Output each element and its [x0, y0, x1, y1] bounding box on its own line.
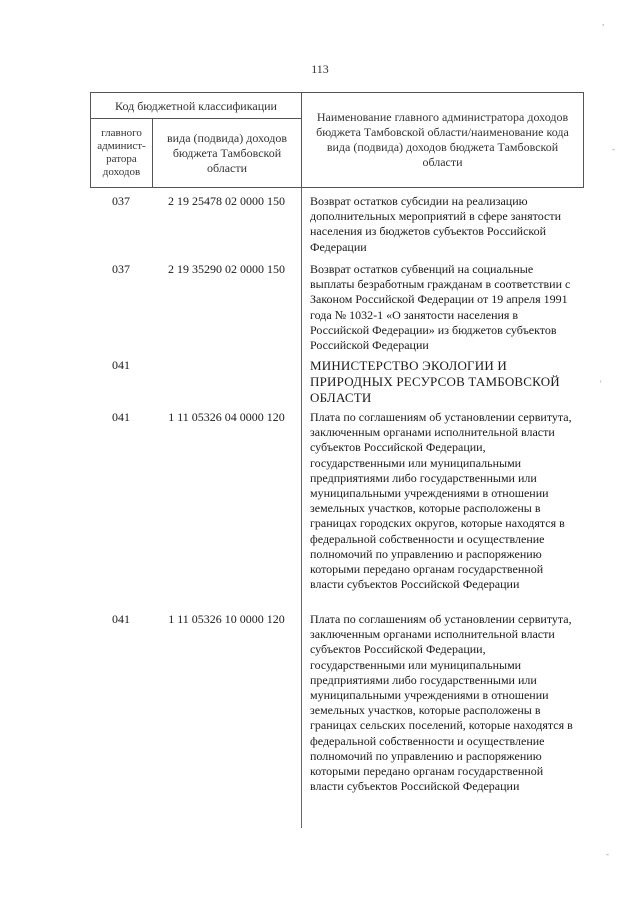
row-admin-code: 037: [112, 262, 130, 276]
scan-artifact: ,: [602, 17, 605, 27]
column-divider: [301, 188, 302, 828]
row-admin-code: 037: [112, 194, 130, 208]
page-number: 113: [311, 62, 329, 76]
row-revenue-code: 2 19 25478 02 0000 150: [168, 194, 285, 208]
header-budget-classification: Код бюджетной классификации: [91, 93, 302, 119]
scan-artifact: ': [600, 379, 602, 389]
row-admin-code: 041: [112, 612, 130, 626]
ministry-title: МИНИСТЕРСТВО ЭКОЛОГИИ И ПРИРОДНЫХ РЕСУРСОВ ТАМБОВСКОЙ ОБЛАСТИ: [310, 358, 560, 405]
row-name: Плата по соглашениям об установлении сервитута, заключенным органами исполнительной власти субъектов Российской Федерации, государственными или муниципальными предприятиями либо государственными или муниципальными учреждениями в отношении земельных участков, которые расположены в границах городских округов, которые находятся в федеральной собственности и осуществление полномочий по управлению и распоряжению которыми передано органам государственной власти субъектов Российской Федерации: [310, 410, 572, 592]
header-revenue-kind: вида (подвида) доходов бюджета Тамбовской области: [153, 119, 302, 187]
row-name: Плата по соглашениям об установлении сервитута, заключенным органами исполнительной власти субъектов Российской Федерации, государственными или муниципальными предприятиями либо государственными или муниципальными учреждениями в отношении земельных участков, которые расположены в границах сельских поселений, которые находятся в федеральной собственности и осуществление полномочий по управлению и распоряжению которыми передано органам государственной власти субъектов Российской Федерации: [310, 612, 573, 794]
row-admin-code: 041: [112, 358, 130, 372]
scan-artifact: -: [612, 144, 615, 154]
row-admin-code: 041: [112, 410, 130, 424]
row-revenue-code: 2 19 35290 02 0000 150: [168, 262, 285, 276]
row-name: Возврат остатков субвенций на социальные выплаты безработным гражданам в соответствии с Законом Российской Федерации от 19 апреля 1991 года № 1032-1 «О занятости населения в Российской Федерации» из бюджетов субъектов Российской Федерации: [310, 262, 571, 353]
scan-artifact: -: [606, 849, 609, 859]
header-name: Наименование главного администратора доходов бюджета Тамбовской области/наименование кода вида (подвида) доходов бюджета Тамбовской области: [316, 110, 569, 169]
row-revenue-code: 1 11 05326 10 0000 120: [168, 612, 285, 626]
table-header: [90, 92, 584, 188]
header-chief-administrator: главного админист-ратора доходов: [91, 119, 153, 187]
row-revenue-code: 1 11 05326 04 0000 120: [168, 410, 285, 424]
row-name: Возврат остатков субсидии на реализацию дополнительных мероприятий в сфере занятости населения из бюджетов субъектов Российской Федерации: [310, 194, 562, 254]
